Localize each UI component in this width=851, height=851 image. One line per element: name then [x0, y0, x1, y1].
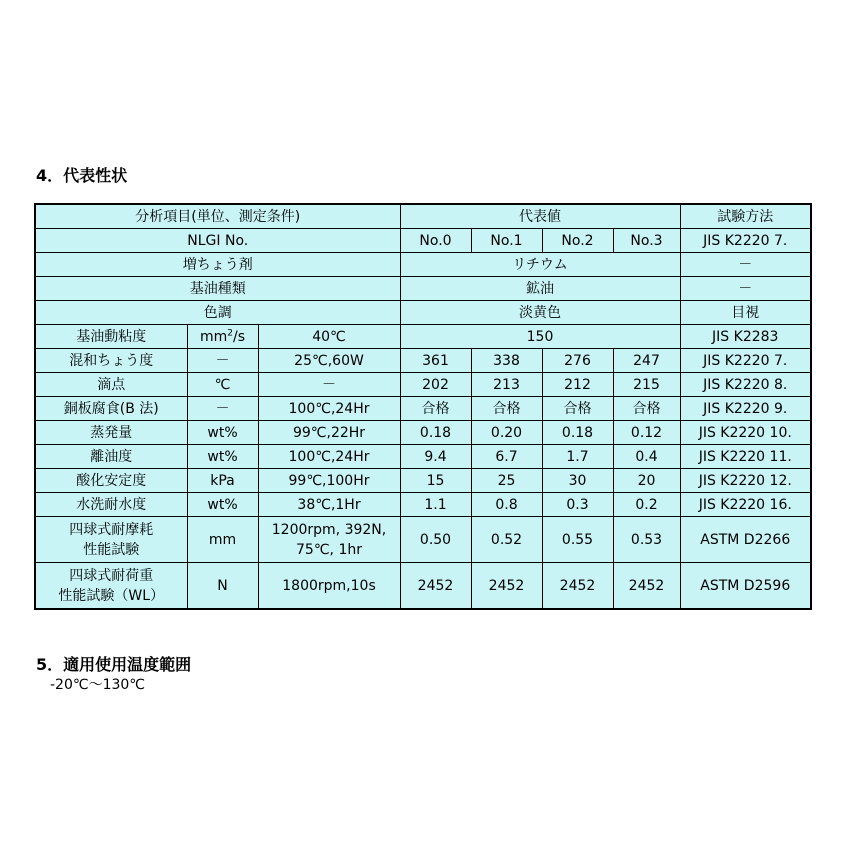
- property-label: 水洗耐水度: [35, 493, 187, 517]
- color-method: 目視: [680, 301, 811, 325]
- thickener-label: 増ちょう剤: [35, 253, 400, 277]
- property-condition: 99℃,22Hr: [258, 421, 400, 445]
- property-value: 0.20: [471, 421, 542, 445]
- property-value: 212: [542, 373, 613, 397]
- property-label: 離油度: [35, 445, 187, 469]
- wear-test-label: [35, 517, 187, 563]
- viscosity-condition: 40℃: [258, 325, 400, 349]
- property-row: [35, 397, 811, 421]
- property-condition: 25℃,60W: [258, 349, 400, 373]
- wear-test-label-line1: 四球式耐摩耗: [69, 521, 154, 538]
- wear-test-label-line2: 性能試験: [83, 541, 140, 558]
- property-value: 合格: [400, 397, 471, 421]
- nlgi-grade: No.3: [613, 229, 680, 253]
- property-value: 0.12: [613, 421, 680, 445]
- wear-test-unit: mm: [187, 517, 258, 563]
- nlgi-row: [35, 229, 811, 253]
- property-label: 滴点: [35, 373, 187, 397]
- property-method: JIS K2220 9.: [680, 397, 811, 421]
- temperature-range: -20℃～130℃: [50, 677, 146, 693]
- property-method: JIS K2220 11.: [680, 445, 811, 469]
- load-test-value: 2452: [613, 563, 680, 610]
- wear-test-condition-line1: 1200rpm, 392N,: [271, 521, 387, 538]
- thickener-row: [35, 253, 811, 277]
- property-row: [35, 349, 811, 373]
- property-unit: －: [187, 349, 258, 373]
- property-condition: 99℃,100Hr: [258, 469, 400, 493]
- property-unit: ℃: [187, 373, 258, 397]
- wear-test-condition: [258, 517, 400, 563]
- thickener-value: リチウム: [400, 253, 680, 277]
- property-label: 酸化安定度: [35, 469, 187, 493]
- property-method: JIS K2220 7.: [680, 349, 811, 373]
- viscosity-value: 150: [400, 325, 680, 349]
- property-value: 25: [471, 469, 542, 493]
- header-analysis: 分析項目(単位、測定条件): [35, 204, 400, 229]
- property-unit: －: [187, 397, 258, 421]
- property-value: 6.7: [471, 445, 542, 469]
- wear-test-value: 0.50: [400, 517, 471, 563]
- nlgi-method: JIS K2220 7.: [680, 229, 811, 253]
- thickener-method: －: [680, 253, 811, 277]
- property-value: 1.7: [542, 445, 613, 469]
- base-oil-row: [35, 277, 811, 301]
- property-label: 混和ちょう度: [35, 349, 187, 373]
- base-oil-value: 鉱油: [400, 277, 680, 301]
- viscosity-label: 基油動粘度: [35, 325, 187, 349]
- property-unit: wt%: [187, 445, 258, 469]
- property-value: 0.2: [613, 493, 680, 517]
- property-value: 361: [400, 349, 471, 373]
- properties-table: [34, 203, 812, 610]
- property-value: 9.4: [400, 445, 471, 469]
- property-row: [35, 421, 811, 445]
- header-method: 試験方法: [680, 204, 811, 229]
- property-condition: 100℃,24Hr: [258, 445, 400, 469]
- nlgi-label: NLGI No.: [35, 229, 400, 253]
- property-value: 合格: [542, 397, 613, 421]
- property-value: 15: [400, 469, 471, 493]
- wear-test-row: [35, 517, 811, 563]
- nlgi-grade: No.1: [471, 229, 542, 253]
- property-value: 30: [542, 469, 613, 493]
- property-value: 338: [471, 349, 542, 373]
- base-oil-method: －: [680, 277, 811, 301]
- color-label: 色調: [35, 301, 400, 325]
- property-value: 202: [400, 373, 471, 397]
- property-value: 0.3: [542, 493, 613, 517]
- property-value: 215: [613, 373, 680, 397]
- wear-test-value: 0.53: [613, 517, 680, 563]
- color-value: 淡黄色: [400, 301, 680, 325]
- load-test-label: [35, 563, 187, 610]
- load-test-value: 2452: [471, 563, 542, 610]
- wear-test-condition-line2: 75℃, 1hr: [296, 541, 362, 558]
- property-condition: 38℃,1Hr: [258, 493, 400, 517]
- property-value: 213: [471, 373, 542, 397]
- viscosity-unit-base: mm: [199, 328, 228, 345]
- section-5-heading: 5．適用使用温度範囲: [36, 655, 192, 674]
- wear-test-value: 0.52: [471, 517, 542, 563]
- property-method: JIS K2220 8.: [680, 373, 811, 397]
- color-row: [35, 301, 811, 325]
- property-value: 276: [542, 349, 613, 373]
- load-test-row: [35, 563, 811, 610]
- load-test-value: 2452: [542, 563, 613, 610]
- viscosity-unit-tail: /s: [233, 328, 246, 345]
- property-value: 20: [613, 469, 680, 493]
- property-value: 0.18: [542, 421, 613, 445]
- property-row: [35, 373, 811, 397]
- property-unit: wt%: [187, 493, 258, 517]
- nlgi-grade: No.2: [542, 229, 613, 253]
- viscosity-unit-exponent: 2: [227, 327, 233, 338]
- load-test-value: 2452: [400, 563, 471, 610]
- property-condition: －: [258, 373, 400, 397]
- property-method: JIS K2220 10.: [680, 421, 811, 445]
- property-label: 蒸発量: [35, 421, 187, 445]
- header-typical: 代表値: [400, 204, 680, 229]
- property-value: 0.18: [400, 421, 471, 445]
- property-unit: wt%: [187, 421, 258, 445]
- property-value: 0.4: [613, 445, 680, 469]
- property-method: JIS K2220 16.: [680, 493, 811, 517]
- load-test-method: ASTM D2596: [680, 563, 811, 610]
- load-test-condition: 1800rpm,10s: [258, 563, 400, 610]
- viscosity-unit: [187, 325, 258, 349]
- property-value: 247: [613, 349, 680, 373]
- base-oil-label: 基油種類: [35, 277, 400, 301]
- viscosity-method: JIS K2283: [680, 325, 811, 349]
- nlgi-grade: No.0: [400, 229, 471, 253]
- section-4-heading: 4．代表性状: [36, 166, 128, 185]
- header-row: [35, 204, 811, 229]
- property-row: [35, 469, 811, 493]
- property-row: [35, 493, 811, 517]
- property-row: [35, 445, 811, 469]
- load-test-label-line1: 四球式耐荷重: [69, 567, 154, 584]
- property-condition: 100℃,24Hr: [258, 397, 400, 421]
- property-value: 合格: [471, 397, 542, 421]
- property-value: 合格: [613, 397, 680, 421]
- load-test-label-line2: 性能試験（WL）: [58, 587, 165, 604]
- wear-test-method: ASTM D2266: [680, 517, 811, 563]
- property-value: 0.8: [471, 493, 542, 517]
- property-label: 銅板腐食(B 法): [35, 397, 187, 421]
- property-unit: kPa: [187, 469, 258, 493]
- wear-test-value: 0.55: [542, 517, 613, 563]
- viscosity-row: [35, 325, 811, 349]
- property-value: 1.1: [400, 493, 471, 517]
- property-method: JIS K2220 12.: [680, 469, 811, 493]
- load-test-unit: N: [187, 563, 258, 610]
